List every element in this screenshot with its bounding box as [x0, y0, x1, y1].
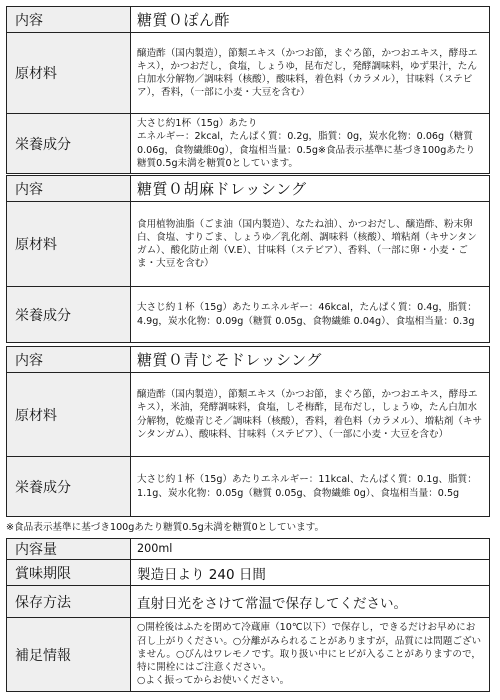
- product-table-ponzu: [6, 6, 490, 174]
- ingredients-label: 原材料: [7, 373, 131, 457]
- amount-label: 内容量: [7, 539, 131, 560]
- nutrition-label: 栄養成分: [7, 287, 131, 343]
- amount-value: 200ml: [131, 539, 490, 560]
- content-label: 内容: [7, 176, 131, 202]
- ingredients-text: 醸造酢（国内製造），節類エキス（かつお節，まぐろ節，かつおエキス，酵母エキス），米油，発酵調味料，食塩，しそ梅酢，昆布だし，しょうゆ，たん白加水分解物，乾燥青じそ／調味料（核酸），香料，着色料（カラメル）、増粘剤（キサンタンガム）、酸味料、甘味料（ステビア）、（一部に小麦・大豆を含む）: [131, 373, 490, 457]
- info-table: [6, 538, 490, 692]
- nutrition-label: 栄養成分: [7, 457, 131, 517]
- product-name: 糖質０青じそドレッシング: [131, 347, 490, 373]
- product-name: 糖質０ぽん酢: [131, 7, 490, 33]
- content-label: 内容: [7, 347, 131, 373]
- nutrition-text: 大さじ約1杯（15g）あたり エネルギー：2kcal，たんぱく質：0.2g，脂質：0g，炭水化物：0.06g（糖質0.06g，食物繊維0g），食塩相当量：0.5g※食品表示基準に基づき100gあたり糖質0.5g未満を糖質0としています。: [131, 114, 490, 174]
- ingredients-label: 原材料: [7, 202, 131, 287]
- ingredients-text: 食用植物油脂（ごま油（国内製造）、なたね油）、かつおだし、醸造酢、粉末卵白、食塩、すりごま、しょうゆ／乳化剤、調味料（核酸）、増粘剤（キサンタンガム）、酸化防止剤（V.E）、甘味料（ステビア）、香料、（一部に卵・小麦・ごま・大豆を含む）: [131, 202, 490, 287]
- nutrition-text: 大さじ約１杯（15g）あたりエネルギー：46kcal，たんぱく質：0.4g，脂質：4.9g，炭水化物：0.09g（糖質 0.05g、食物繊維 0.04g）、食塩相当量：0.3g: [131, 287, 490, 343]
- product-table-sesame: [6, 175, 490, 343]
- storage-label: 保存方法: [7, 586, 131, 618]
- supplement-label: 補足情報: [7, 618, 131, 692]
- expiry-label: 賞味期限: [7, 560, 131, 586]
- product-table-shiso: [6, 346, 490, 517]
- supplement-text: ○開栓後はふたを閉めて冷蔵庫（10℃以下）で保存し，できるだけお早めにお召し上がりください。○分離がみられることがありますが，品質には問題ございません。○びんはワレモノです。取り扱い中にヒビが入ることがありますので，特に開栓にはご注意ください。 ○よく振ってからお使いください。: [131, 618, 490, 692]
- storage-value: 直射日光をさけて常温で保存してください。: [131, 586, 490, 618]
- nutrition-label: 栄養成分: [7, 114, 131, 174]
- ingredients-label: 原材料: [7, 33, 131, 114]
- nutrition-text: 大さじ約１杯（15g）あたりエネルギー：11kcal、たんぱく質：0.1g、脂質：1.1g、炭水化物：0.05g（糖質 0.05g、食物繊維 0g）、食塩相当量：0.5g: [131, 457, 490, 517]
- footnote: ※食品表示基準に基づき100gあたり糖質0.5g未満を糖質0としています。: [6, 522, 325, 533]
- expiry-value: 製造日より 240 日間: [131, 560, 490, 586]
- content-label: 内容: [7, 7, 131, 33]
- ingredients-text: 醸造酢（国内製造），節類エキス（かつお節，まぐろ節，かつおエキス，酵母エキス），かつおだし，食塩，しょうゆ，昆布だし，発酵調味料，ゆず果汁，たん白加水分解物／調味料（核酸），酸味料，着色料（カラメル），甘味料（ステビア），香料，（一部に小麦・大豆を含む）: [131, 33, 490, 114]
- product-name: 糖質０胡麻ドレッシング: [131, 176, 490, 202]
